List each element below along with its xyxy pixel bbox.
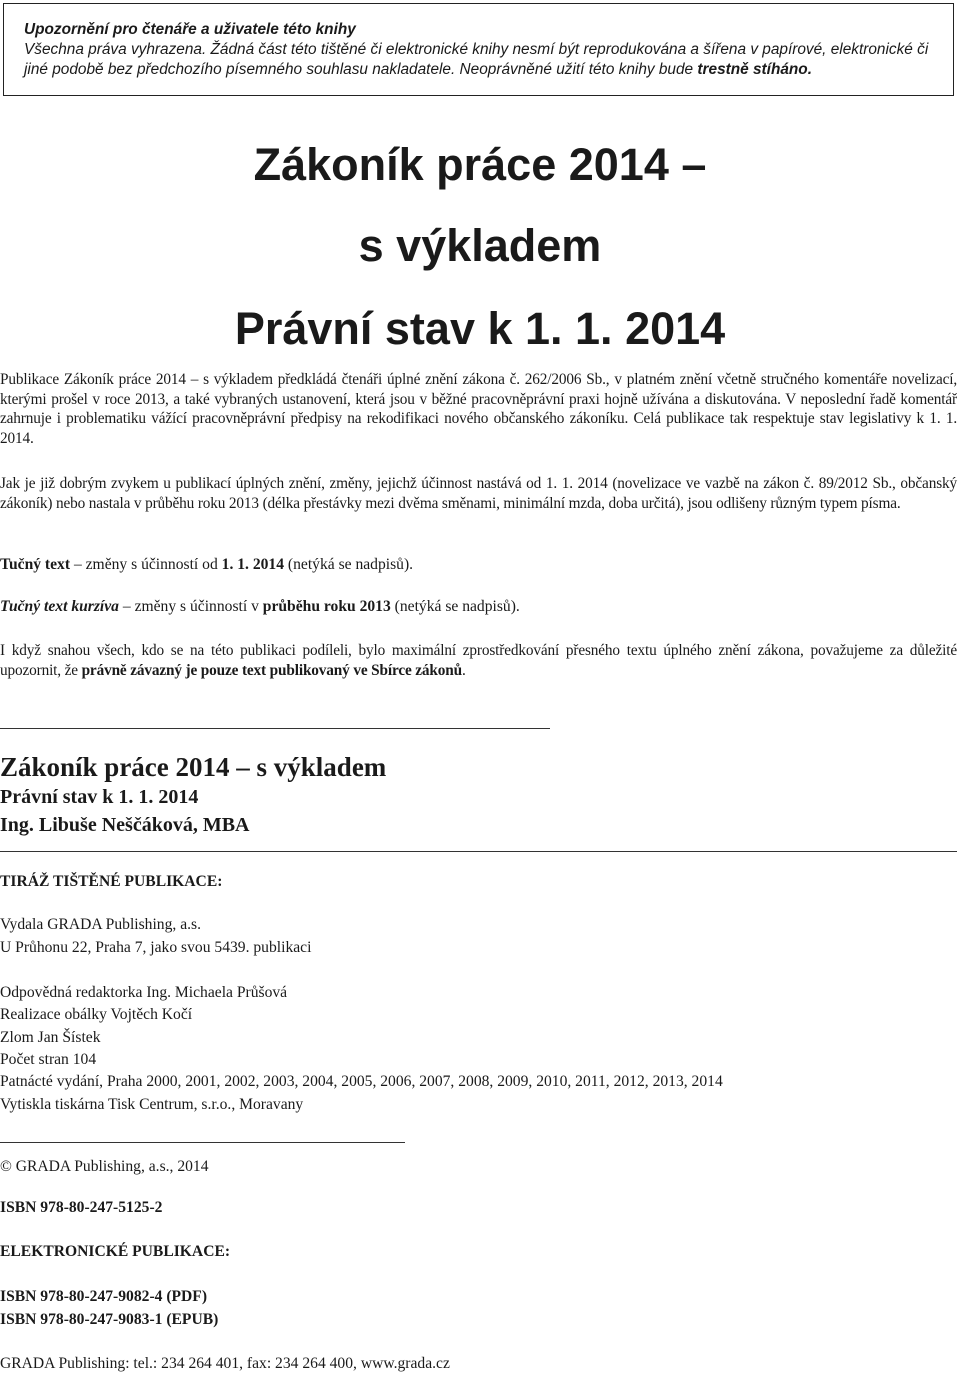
copyright-line: © GRADA Publishing, a.s., 2014 — [0, 1158, 209, 1175]
divider-full — [0, 851, 957, 852]
copyright-notice-box — [3, 3, 954, 96]
divider-short — [0, 728, 550, 729]
intro-p1-a: Publikace Zákoník práce 2014 – s výkladem předkládá čtenáři úplné znění zákona č. 262/2006 Sb., v platném znění včetně stručného komentáře novelizací, kterými prošel v roce 2013, a také vybraných ustanovení, která jsou v běžné pracovněprávní praxi hojně užívána a diskutována. — [0, 371, 957, 408]
colophon-title: Zákoník práce 2014 – s výkladem — [0, 752, 387, 782]
intro-paragraph-3 — [0, 641, 957, 680]
title-line-1: Zákoník práce 2014 – — [253, 139, 707, 190]
intro-p3-bold: právně závazný je pouze text publikovaný ve Sbírce zákonů — [81, 661, 462, 679]
title-line-2: s výkladem — [358, 220, 602, 271]
intro-paragraph-2: Jak je již dobrým zvykem u publikací úplných znění, změny, jejichž účinnost nastává od 1. 1. 2014 (novelizace ve vazbě na zákon č. 89/2012 Sb., občanský zákoník) nebo nastala v průběhu roku 2013 (délka přestávky mezi dvěma směnami, minimální mzda, doba určitá), jsou odlišeny různým typem písma. — [0, 475, 957, 512]
legend-bold-date: 1. 1. 2014 — [221, 556, 285, 573]
isbn-epub: ISBN 978-80-247-9083-1 (EPUB) — [0, 1311, 219, 1328]
print-imprint-heading: TIRÁŽ TIŠTĚNÉ PUBLIKACE: — [0, 873, 223, 890]
isbn-pdf: ISBN 978-80-247-9082-4 (PDF) — [0, 1288, 208, 1305]
intro-p1-b: V neposlední řadě komentář zahrnuje i problematiku vážící pracovněprávní předpisy na rekodifikaci nového občanského zákoníku. Celá publikace tak respektuje stav legislativy k 1. 1. 2014. — [0, 390, 957, 447]
publisher-line-1: Vydala GRADA Publishing, a.s. — [0, 916, 201, 933]
layout-line: Zlom Jan Šístek — [0, 1029, 101, 1046]
cover-design-line: Realizace obálky Vojtěch Kočí — [0, 1006, 193, 1023]
edition-line: Patnácté vydání, Praha 2000, 2001, 2002, 2003, 2004, 2005, 2006, 2007, 2008, 2009, 2010, 2011, 2012, 2013, 2014 — [0, 1073, 723, 1090]
isbn-print: ISBN 978-80-247-5125-2 — [0, 1199, 163, 1216]
intro-p3-end: . — [461, 661, 466, 679]
notice-title: Upozornění pro čtenáře a uživatele této knihy — [24, 21, 356, 38]
legend-bold-italic-label: Tučný text kurzíva — [0, 598, 119, 615]
page-count-line: Počet stran 104 — [0, 1051, 97, 1068]
colophon-subtitle: Právní stav k 1. 1. 2014 — [0, 786, 199, 808]
title-line-3: Právní stav k 1. 1. 2014 — [234, 303, 726, 354]
legend-bold-mid: – změny s účinností od — [70, 556, 222, 573]
contact-line: GRADA Publishing: tel.: 234 264 401, fax: 234 264 400, www.grada.cz — [0, 1355, 450, 1372]
legend-bold-label: Tučný text — [0, 556, 71, 573]
publisher-line-2: U Průhonu 22, Praha 7, jako svou 5439. publikaci — [0, 939, 312, 956]
legend-bi-bold: průběhu roku 2013 — [262, 598, 391, 615]
legend-bold-tail: (netýká se nadpisů). — [284, 556, 414, 573]
legend-bold-italic — [0, 597, 957, 618]
editor-line: Odpovědná redaktorka Ing. Michaela Průšová — [0, 984, 288, 1001]
legend-bi-tail: (netýká se nadpisů). — [390, 598, 520, 615]
legend-bold — [0, 555, 957, 576]
notice-text-bold: trestně stíháno. — [697, 61, 812, 78]
printer-line: Vytiskla tiskárna Tisk Centrum, s.r.o., Moravany — [0, 1096, 304, 1113]
intro-p3-a: I když snahou všech, kdo se na této publikaci podíleli, bylo maximální zprostředkování přesného textu úplného znění zákona, považujeme za důležité upozornit, že — [0, 642, 957, 679]
intro-paragraph-1 — [0, 370, 957, 448]
colophon-author: Ing. Libuše Neščáková, MBA — [0, 814, 250, 836]
legend-bi-mid: – změny s účinností v — [118, 598, 263, 615]
notice-text: Všechna práva vyhrazena. Žádná část této tištěné či elektronické knihy nesmí být reprodukována a šířena v papírové, elektronické či jiné podobě bez předchozího písemného souhlasu nakladatele. Neoprávněné užití této knihy bude — [24, 41, 929, 78]
divider-copyright — [0, 1142, 405, 1143]
electronic-heading: ELEKTRONICKÉ PUBLIKACE: — [0, 1243, 231, 1260]
